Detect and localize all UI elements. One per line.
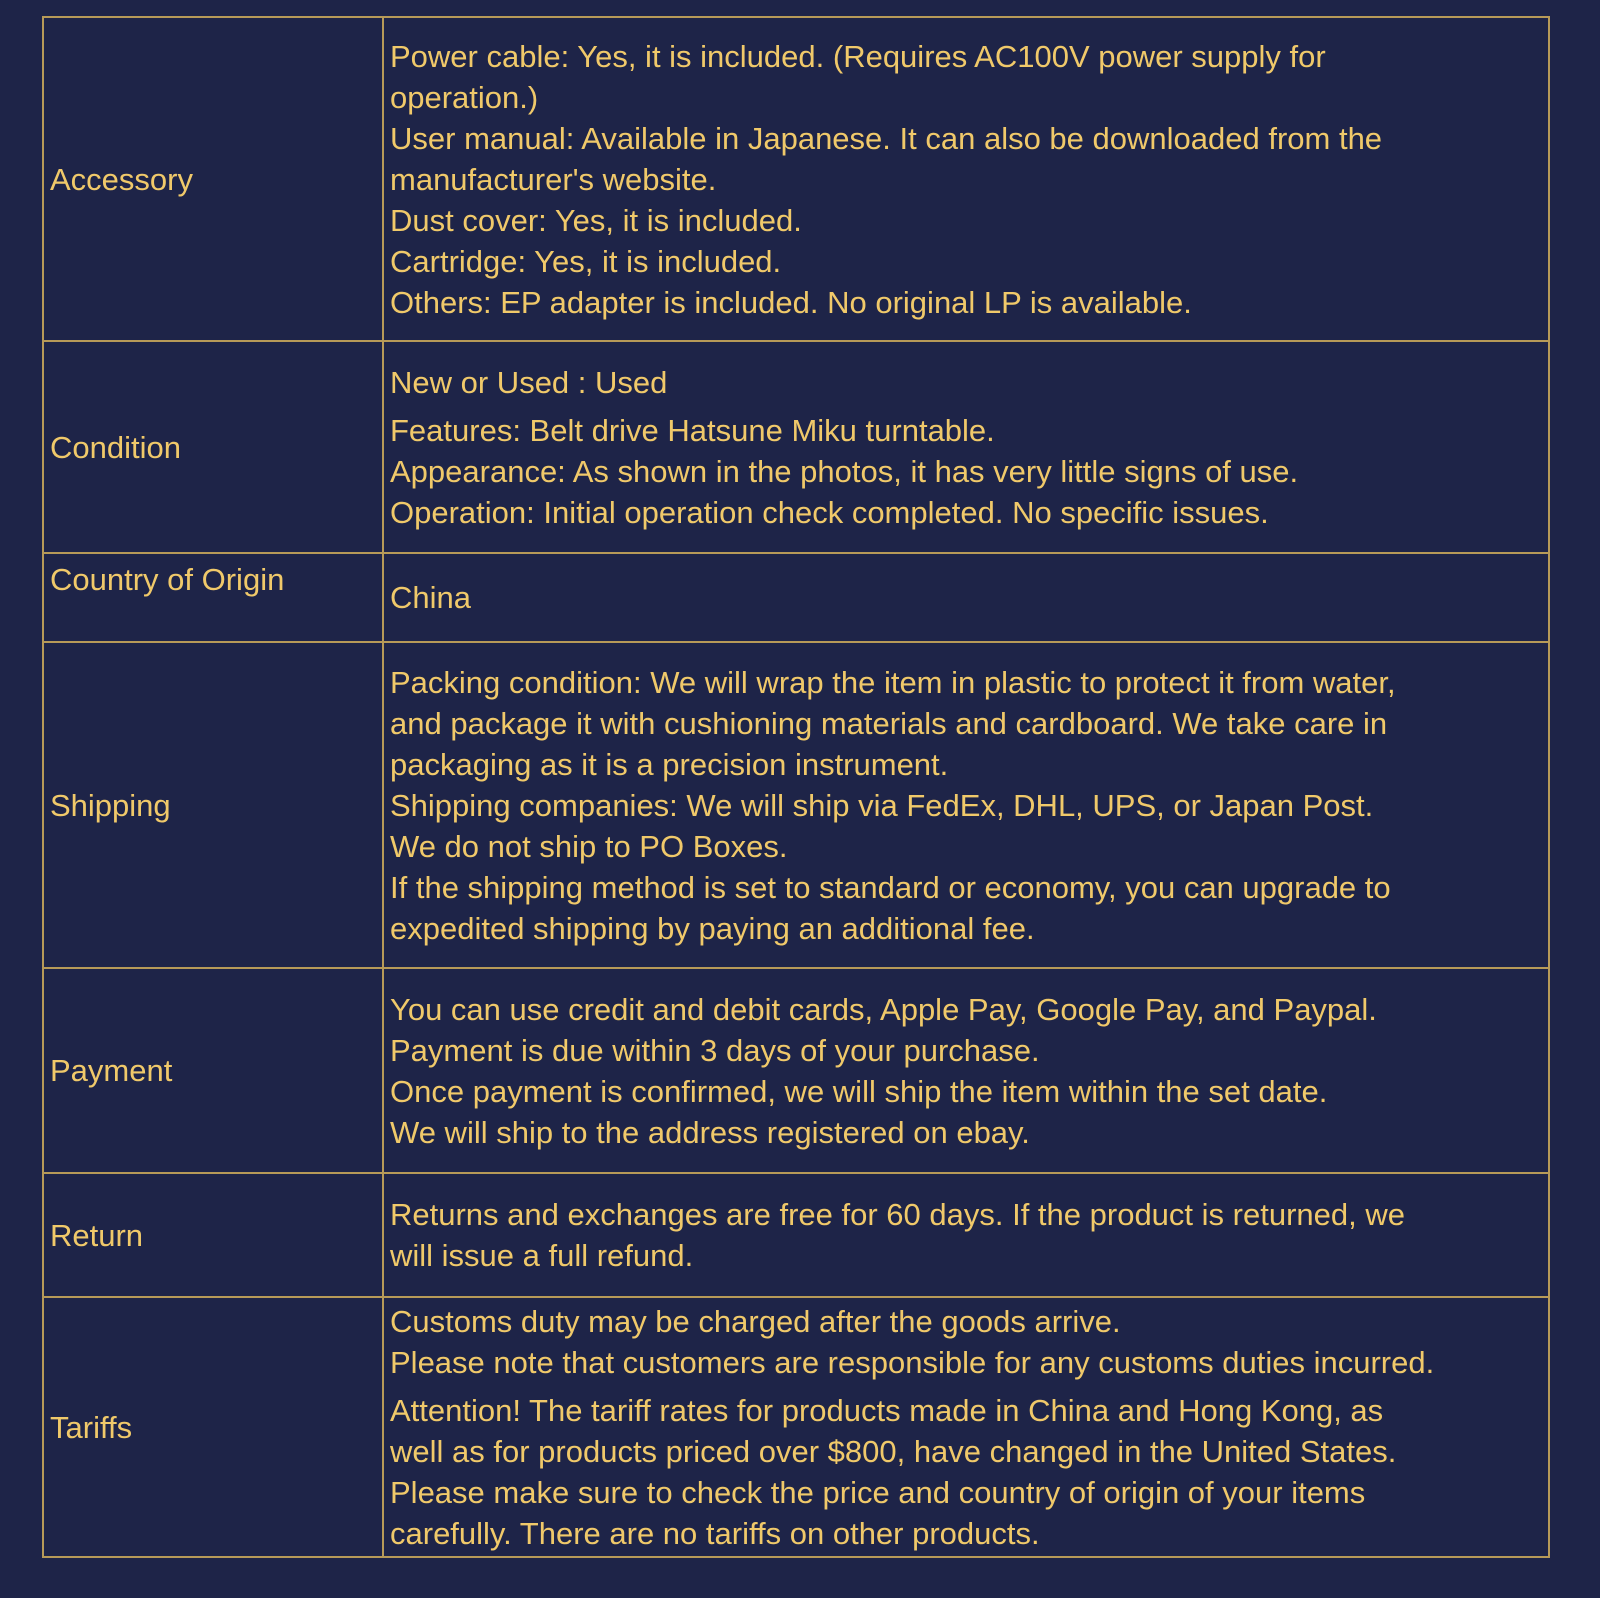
value-line: Shipping companies: We will ship via FedEx, DHL, UPS, or Japan Post. (390, 787, 1374, 823)
value-line: well as for products priced over $800, have changed in the United States. (390, 1433, 1397, 1469)
row-payment (43, 968, 1549, 1173)
row-label: Tariffs (43, 1297, 383, 1557)
value-line: You can use credit and debit cards, Apple Pay, Google Pay, and Paypal. (390, 991, 1377, 1027)
value-line: Others: EP adapter is included. No original LP is available. (390, 284, 1192, 320)
value-line: China (390, 580, 471, 615)
value-line: Dust cover: Yes, it is included. (390, 202, 802, 238)
value-line: manufacturer's website. (390, 161, 717, 197)
value-line: Operation: Initial operation check completed. No specific issues. (390, 494, 1269, 530)
product-details-table (42, 16, 1550, 1558)
row-value (383, 1173, 1549, 1297)
value-line: Features: Belt drive Hatsune Miku turntable. (390, 412, 995, 448)
row-label: Return (43, 1173, 383, 1297)
row-value (383, 1297, 1549, 1557)
row-shipping (43, 642, 1549, 968)
row-label: Payment (43, 968, 383, 1173)
value-line: and package it with cushioning materials and cardboard. We take care in (390, 705, 1388, 741)
value-line: Returns and exchanges are free for 60 days. If the product is returned, we (390, 1197, 1405, 1232)
value-line: expedited shipping by paying an additional fee. (390, 910, 1035, 946)
row-value (383, 341, 1549, 553)
value-line: Power cable: Yes, it is included. (Requires AC100V power supply for (390, 38, 1326, 74)
value-line: Once payment is confirmed, we will ship the item within the set date. (390, 1073, 1328, 1109)
value-line: operation.) (390, 79, 539, 115)
row-country-of-origin (43, 553, 1549, 642)
row-label: Country of Origin (43, 553, 383, 642)
value-line: If the shipping method is set to standard or economy, you can upgrade to (390, 869, 1391, 905)
row-label: Shipping (43, 642, 383, 968)
value-line: We do not ship to PO Boxes. (390, 828, 788, 864)
value-line: Payment is due within 3 days of your purchase. (390, 1032, 1040, 1068)
value-line: Attention! The tariff rates for products made in China and Hong Kong, as (390, 1392, 1384, 1428)
value-line: Packing condition: We will wrap the item in plastic to protect it from water, (390, 664, 1396, 700)
row-label: Accessory (43, 17, 383, 341)
row-tariffs (43, 1297, 1549, 1557)
value-line: Cartridge: Yes, it is included. (390, 243, 782, 279)
value-line: We will ship to the address registered on ebay. (390, 1114, 1030, 1150)
value-line: Appearance: As shown in the photos, it has very little signs of use. (390, 453, 1299, 489)
product-details-panel (42, 16, 1550, 1558)
value-line: New or Used : Used (390, 364, 668, 400)
row-label: Condition (43, 341, 383, 553)
value-line: will issue a full refund. (390, 1238, 694, 1273)
row-accessory (43, 17, 1549, 341)
value-line: Please make sure to check the price and country of origin of your items (390, 1474, 1366, 1510)
value-line: Customs duty may be charged after the goods arrive. (390, 1303, 1121, 1339)
value-line: Please note that customers are responsible for any customs duties incurred. (390, 1344, 1435, 1380)
row-value (383, 968, 1549, 1173)
value-line: packaging as it is a precision instrument. (390, 746, 949, 782)
row-condition (43, 341, 1549, 553)
row-value (383, 17, 1549, 341)
row-value (383, 642, 1549, 968)
value-line: User manual: Available in Japanese. It can also be downloaded from the (390, 120, 1383, 156)
row-value (383, 553, 1549, 642)
value-line: carefully. There are no tariffs on other products. (390, 1515, 1040, 1551)
row-return (43, 1173, 1549, 1297)
